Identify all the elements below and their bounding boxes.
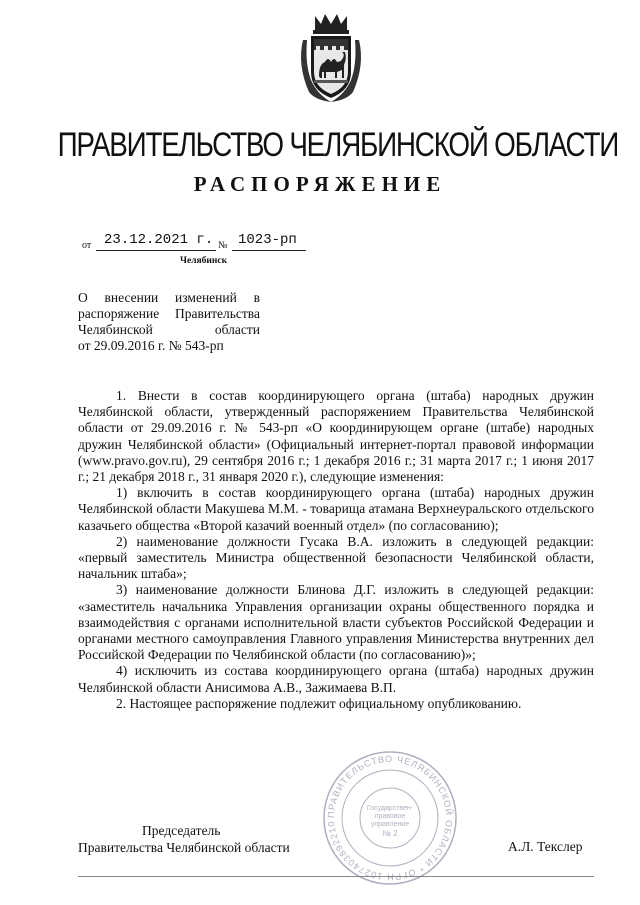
body-paragraph: 1) включить в состав координирующего органа (штаба) народных дружин Челябинской области Макушева М.М. - товарища атамана Верхнеуральского отдельского казачьего общества «Второй казачий военный отдел» (по согласованию); — [78, 485, 594, 533]
date-prefix: от — [82, 240, 92, 251]
body-paragraph: 1. Внести в состав координирующего органа (штаба) народных дружин Челябинской области, утвержденный распоряжением Правительства Челябинской области от 29.09.2016 г. № 543-рп «О координирующем органе (штабе) народных дружин Челябинской области» (Официальный интернет-портал правовой информации (www.pravo.gov.ru), 29 сентября 2016 г.; 1 декабря 2016 г.; 31 марта 2017 г.; 1 июня 2017 г.; 21 декабря 2018 г., 31 января 2020 г.), следующие изменения: — [78, 388, 594, 485]
subject-line: Челябинской области — [78, 322, 260, 337]
seal-ring-text: ПРАВИТЕЛЬСТВО ЧЕЛЯБИНСКОЙ ОБЛАСТИ * ОГРН 1027403892210 — [325, 753, 455, 883]
seal-inner-number: № 2 — [382, 829, 398, 838]
date-underline — [96, 250, 216, 251]
body-paragraph: 4) исключить из состава координирующего органа (штаба) народных дружин Челябинской области Анисимова А.В., Зажимаева В.П. — [78, 663, 594, 695]
document-body — [78, 388, 594, 712]
coat-of-arms-icon — [295, 10, 367, 104]
number-prefix: № — [218, 240, 228, 251]
body-paragraph: 2. Настоящее распоряжение подлежит официальному опубликованию. — [116, 695, 522, 711]
position-line: Председатель — [142, 823, 221, 838]
coat-of-arms-emblem — [295, 10, 367, 104]
seal-inner-line: Государствен- — [366, 805, 414, 812]
subject-line: распоряжение Правительства — [78, 306, 260, 321]
number-underline — [232, 250, 306, 251]
subject-line: О внесении изменений в — [78, 290, 260, 305]
document-date: 23.12.2021 г. — [104, 232, 214, 248]
seal-inner-line: правовое — [374, 813, 406, 820]
page-bottom-divider — [78, 876, 594, 877]
government-title: ПРАВИТЕЛЬСТВО ЧЕЛЯБИНСКОЙ ОБЛАСТИ — [57, 126, 619, 164]
document-type-heading: РАСПОРЯЖЕНИЕ — [193, 172, 447, 196]
city-label: Челябинск — [180, 256, 228, 266]
seal-inner-line: управление — [370, 821, 410, 828]
seal-icon — [320, 748, 460, 888]
document-number: 1023-рп — [238, 232, 297, 248]
document-subject — [78, 290, 260, 354]
body-paragraph: 2) наименование должности Гусака В.А. изложить в следующей редакции: «первый заместитель Министра общественной безопасности Челябинской области, начальник штаба»; — [78, 533, 594, 582]
official-seal — [320, 748, 460, 888]
position-line: Правительства Челябинской области — [78, 840, 290, 855]
signatory-name: А.Л. Текслер — [508, 839, 583, 854]
signatory-position — [78, 822, 338, 856]
body-paragraph: 3) наименование должности Блинова Д.Г. изложить в следующей редакции: «заместитель начальника Управления организации охраны общественного порядка и взаимодействия с органами исполнительной власти субъектов Российской Федерации и органами местного самоуправления Главного управления Министерства внутренних дел Российской Федерации по Челябинской области (по согласованию)»; — [78, 582, 594, 663]
subject-line: от 29.09.2016 г. № 543-рп — [78, 338, 224, 353]
